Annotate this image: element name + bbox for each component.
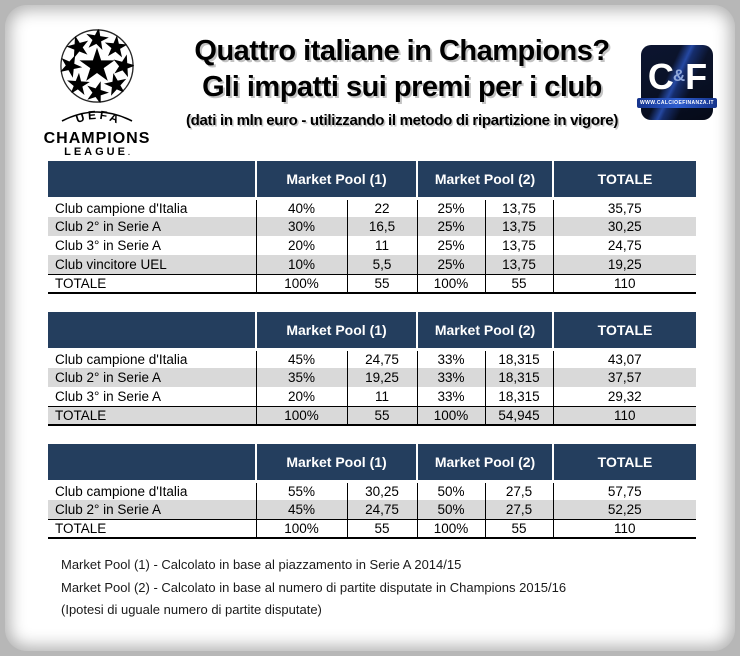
- row-label: Club campione d'Italia: [55, 483, 188, 499]
- value-cell: 13,75: [485, 236, 553, 255]
- value-cell: 40%: [256, 198, 347, 217]
- page-title-line2: Gli impatti sui premi per i club: [202, 71, 602, 103]
- value-cell: 10%: [256, 255, 347, 274]
- col-header-market-pool-1: Market Pool (1): [256, 312, 417, 349]
- value-cell: 20%: [256, 387, 347, 406]
- value-cell: 13,75: [485, 217, 553, 236]
- value-cell: 100%: [256, 519, 347, 538]
- value-cell: 110: [553, 519, 696, 538]
- value-cell: 100%: [417, 519, 485, 538]
- value-cell: 16,5: [347, 217, 417, 236]
- value-cell: 50%: [417, 481, 485, 500]
- table-row: [48, 274, 696, 293]
- value-cell: 27,5: [485, 500, 553, 519]
- table-row: [48, 481, 696, 500]
- value-cell: 57,75: [553, 481, 696, 500]
- header-row: [48, 444, 696, 481]
- cf-website-label: WWW.CALCIOEFINANZA.IT: [637, 98, 717, 108]
- svg-text:UEFA: UEFA: [73, 107, 124, 128]
- value-cell: 43,07: [553, 349, 696, 368]
- empty-header-cell: [48, 312, 256, 349]
- value-cell: 24,75: [553, 236, 696, 255]
- value-cell: 30%: [256, 217, 347, 236]
- col-header-totale: TOTALE: [553, 312, 696, 349]
- value-cell: 20%: [256, 236, 347, 255]
- footnote-market-pool-1: Market Pool (1) - Calcolato in base al piazzamento in Serie A 2014/15: [61, 557, 462, 572]
- cf-logo-box: [641, 45, 713, 120]
- row-label: Club campione d'Italia: [55, 351, 188, 367]
- value-cell: 24,75: [347, 500, 417, 519]
- value-cell: 100%: [256, 406, 347, 425]
- value-cell: 100%: [256, 274, 347, 293]
- table-row: [48, 349, 696, 368]
- row-label: TOTALE: [48, 274, 256, 293]
- value-cell: 100%: [417, 406, 485, 425]
- value-cell: 19,25: [347, 368, 417, 387]
- value-cell: 55: [347, 406, 417, 425]
- header: [5, 5, 735, 158]
- value-cell: 52,25: [553, 500, 696, 519]
- uefa-champions-league-logo: [21, 25, 173, 160]
- value-cell: 33%: [417, 349, 485, 368]
- value-cell: 110: [553, 274, 696, 293]
- starball-icon: [51, 25, 143, 107]
- value-cell: 33%: [417, 387, 485, 406]
- page-subtitle: (dati in mln euro - utilizzando il metodo di ripartizione in vigore): [185, 112, 619, 129]
- value-cell: 50%: [417, 500, 485, 519]
- value-cell: 55: [347, 519, 417, 538]
- row-label: Club campione d'Italia: [55, 200, 188, 216]
- value-cell: 30,25: [347, 481, 417, 500]
- cf-logo-text: C&F: [647, 55, 707, 97]
- value-cell: 11: [347, 236, 417, 255]
- value-cell: 13,75: [485, 255, 553, 274]
- value-cell: 25%: [417, 217, 485, 236]
- trademark-mark: .: [127, 150, 130, 157]
- value-cell: 25%: [417, 236, 485, 255]
- header-row: [48, 312, 696, 349]
- league-label: LEAGUE.: [64, 146, 130, 158]
- header-row: [48, 161, 696, 198]
- row-label: Club vincitore UEL: [55, 256, 167, 272]
- value-cell: 18,315: [485, 387, 553, 406]
- prize-table-2: [48, 312, 696, 426]
- value-cell: 33%: [417, 368, 485, 387]
- value-cell: 55: [485, 274, 553, 293]
- table-row: [48, 255, 696, 274]
- row-label: TOTALE: [48, 519, 256, 538]
- value-cell: 30,25: [553, 217, 696, 236]
- value-cell: 27,5: [485, 481, 553, 500]
- value-cell: 55: [485, 519, 553, 538]
- value-cell: 24,75: [347, 349, 417, 368]
- table-row: [48, 519, 696, 538]
- prize-table-3: [48, 444, 696, 539]
- ampersand: &: [672, 65, 686, 85]
- value-cell: 45%: [256, 500, 347, 519]
- value-cell: 5,5: [347, 255, 417, 274]
- value-cell: 22: [347, 198, 417, 217]
- value-cell: 19,25: [553, 255, 696, 274]
- col-header-totale: TOTALE: [553, 161, 696, 198]
- value-cell: 35%: [256, 368, 347, 387]
- empty-header-cell: [48, 444, 256, 481]
- prize-table-1: [48, 161, 696, 294]
- value-cell: 11: [347, 387, 417, 406]
- footnote-market-pool-2: Market Pool (2) - Calcolato in base al numero di partite disputate in Champions 2015/16: [61, 579, 567, 595]
- infographic-card: [5, 5, 735, 651]
- row-label: Club 2° in Serie A: [55, 219, 161, 234]
- value-cell: 18,315: [485, 368, 553, 387]
- row-label: Club 2° in Serie A: [55, 501, 161, 517]
- row-label: Club 3° in Serie A: [55, 388, 161, 404]
- col-header-market-pool-2: Market Pool (2): [417, 444, 553, 481]
- empty-header-cell: [48, 161, 256, 198]
- value-cell: 35,75: [553, 198, 696, 217]
- row-label: Club 2° in Serie A: [55, 370, 161, 385]
- col-header-market-pool-2: Market Pool (2): [417, 312, 553, 349]
- table-row: [48, 198, 696, 217]
- value-cell: 54,945: [485, 406, 553, 425]
- table-row: [48, 387, 696, 406]
- value-cell: 18,315: [485, 349, 553, 368]
- title-block: [173, 25, 631, 129]
- value-cell: 25%: [417, 198, 485, 217]
- table-row: [48, 500, 696, 519]
- row-label: Club 3° in Serie A: [55, 238, 161, 253]
- table-row: [48, 368, 696, 387]
- value-cell: 25%: [417, 255, 485, 274]
- col-header-market-pool-2: Market Pool (2): [417, 161, 553, 198]
- col-header-totale: TOTALE: [553, 444, 696, 481]
- footnote-hypothesis: (Ipotesi di uguale numero di partite disputate): [61, 602, 322, 617]
- row-label: TOTALE: [48, 406, 256, 425]
- value-cell: 37,57: [553, 368, 696, 387]
- uefa-arc-text: [54, 107, 140, 131]
- col-header-market-pool-1: Market Pool (1): [256, 161, 417, 198]
- value-cell: 45%: [256, 349, 347, 368]
- champions-label: CHAMPIONS: [43, 130, 151, 147]
- col-header-market-pool-1: Market Pool (1): [256, 444, 417, 481]
- table-row: [48, 217, 696, 236]
- table-row: [48, 406, 696, 425]
- value-cell: 29,32: [553, 387, 696, 406]
- calcio-e-finanza-logo: [631, 25, 723, 120]
- value-cell: 100%: [417, 274, 485, 293]
- value-cell: 55%: [256, 481, 347, 500]
- value-cell: 13,75: [485, 198, 553, 217]
- page-title-line1: Quattro italiane in Champions?: [194, 35, 610, 67]
- table-row: [48, 236, 696, 255]
- value-cell: 55: [347, 274, 417, 293]
- value-cell: 110: [553, 406, 696, 425]
- footnotes: [61, 554, 735, 622]
